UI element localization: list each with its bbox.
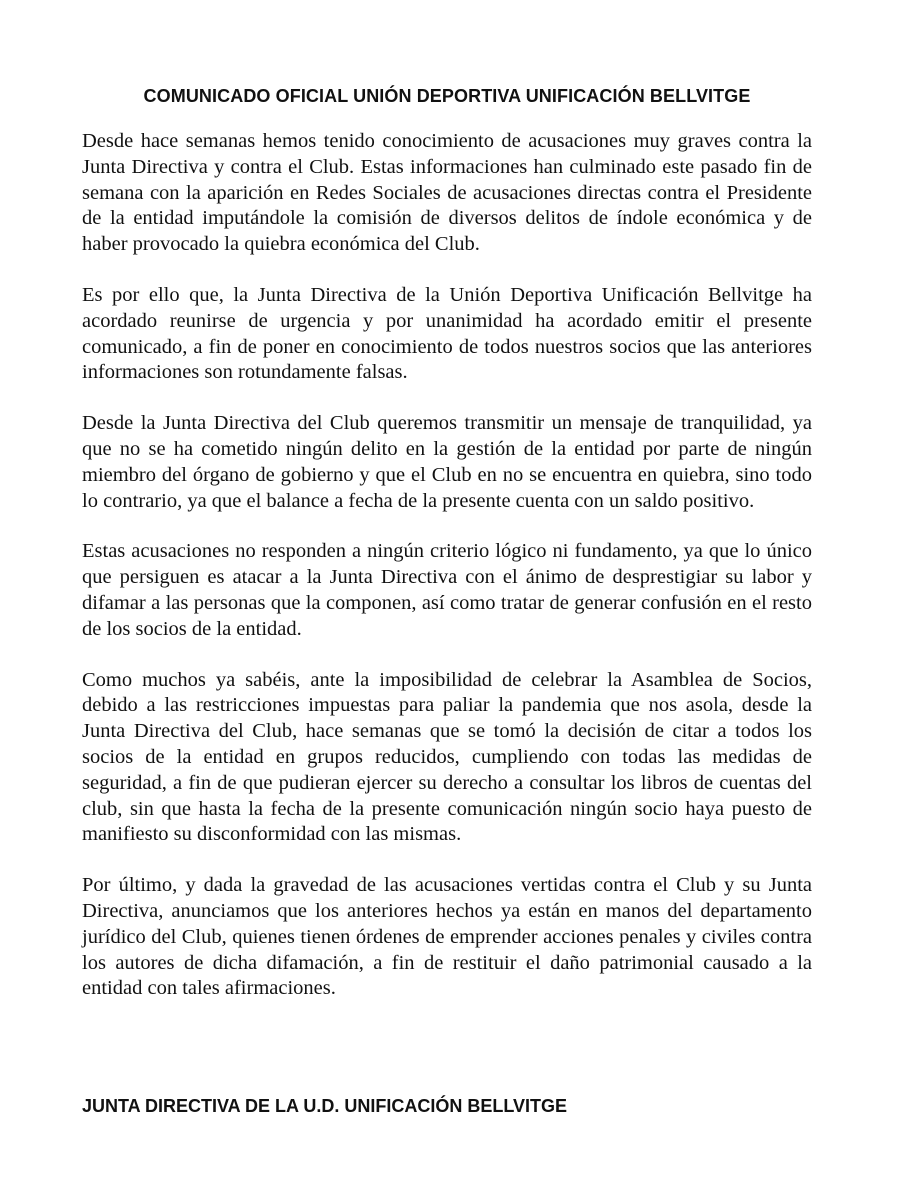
paragraph-2: Es por ello que, la Junta Directiva de la Unión Deportiva Unificación Bellvitge ha acordado reunirse de urgencia y por unanimidad ha acordado emitir el presente comunicado, a fin de poner en conocimiento de todos nuestros socios que las anteriores informaciones son rotundamente falsas. — [82, 283, 812, 384]
document-signature: JUNTA DIRECTIVA DE LA U.D. UNIFICACIÓN BELLVITGE — [82, 1096, 567, 1116]
paragraph-3: Desde la Junta Directiva del Club queremos transmitir un mensaje de tranquilidad, ya que no se ha cometido ningún delito en la gestión de la entidad por parte de ningún miembro del órgano de gobierno y que el Club en no se encuentra en quiebra, sino todo lo contrario, ya que el balance a fecha de la presente cuenta con un saldo positivo. — [82, 412, 812, 512]
document-title: COMUNICADO OFICIAL UNIÓN DEPORTIVA UNIFICACIÓN BELLVITGE — [143, 86, 751, 106]
paragraph-5: Como muchos ya sabéis, ante la imposibilidad de celebrar la Asamblea de Socios, debido a las restricciones impuestas para paliar la pandemia que nos asola, desde la Junta Directiva del Club, hace semanas que se tomó la decisión de citar a todos los socios de la entidad en grupos reducidos, cumpliendo con todas las medidas de seguridad, a fin de que pudieran ejercer su derecho a consultar los libros de cuentas del club, sin que hasta la fecha de la presente comunicación ningún socio haya puesto de manifiesto su disconformidad con las mismas. — [82, 668, 812, 846]
document-body — [82, 86, 812, 1027]
paragraph-4: Estas acusaciones no responden a ningún criterio lógico ni fundamento, ya que lo único que persiguen es atacar a la Junta Directiva con el ánimo de desprestigiar su labor y difamar a las personas que la componen, así como tratar de generar confusión en el resto de los socios de la entidad. — [82, 540, 812, 640]
paragraph-6: Por último, y dada la gravedad de las acusaciones vertidas contra el Club y su Junta Directiva, anunciamos que los anteriores hechos ya están en manos del departamento jurídico del Club, quienes tienen órdenes de emprender acciones penales y civiles contra los autores de dicha difamación, a fin de restituir el daño patrimonial causado a la entidad con tales afirmaciones. — [82, 874, 812, 1000]
paragraph-1: Desde hace semanas hemos tenido conocimiento de acusaciones muy graves contra la Junta Directiva y contra el Club. Estas informaciones han culminado este pasado fin de semana con la aparición en Redes Sociales de acusaciones directas contra el Presidente de la entidad imputándole la comisión de diversos delitos de índole económica y de haber provocado la quiebra económica del Club. — [82, 130, 812, 256]
